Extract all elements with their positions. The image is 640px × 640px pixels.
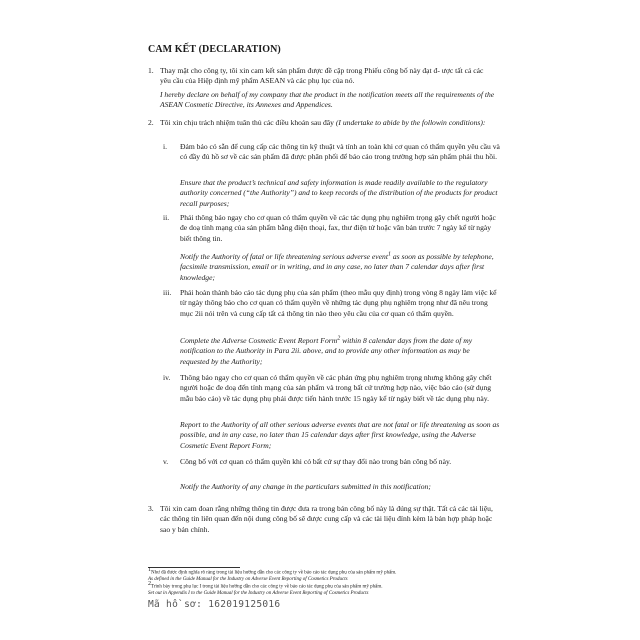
sub-i-en: Ensure that the product’s technical and safety information is made readily available to the regulatory authority concerned (“the Authority”) and to keep records of the distribution of the products for product recall purposes; (180, 178, 498, 208)
sub-iii-number: iii. (163, 288, 172, 297)
sub-iv-vn: Thông báo ngay cho cơ quan có thẩm quyền về các phản ứng phụ nghiêm trọng nhưng không gây chết người hoặc đe doạ đến tính mạng của sản phẩm và trong bất cứ trường hợp nào, việc báo cáo (sử dụng mẫu báo cáo) về tác dụng phụ phải được tiến hành trước 15 ngày kể từ ngày biết về tác dụng phụ này. (180, 373, 492, 403)
sub-ii-en (180, 252, 500, 283)
item-3-number: 3. (148, 504, 154, 513)
footnote-1-mark: 1 (148, 567, 151, 573)
sub-i-number: i. (163, 142, 168, 151)
sub-ii-en-a: Notify the Authority of fatal or life threatening serious adverse event (180, 252, 388, 261)
sub-ii-number: ii. (163, 213, 170, 222)
footnote-2-en: Set out in Appendix I to the Guide Manual for the Industry on Adverse Event Reporting of Cosmetics Products (148, 591, 369, 597)
sub-i-vn: Đảm bảo có sẵn để cung cấp các thông tin kỹ thuật và tính an toàn khi cơ quan có thẩm quyền yêu cầu và có đầy đủ hồ sơ về các sản phẩm đã được phân phối để báo cáo trong trường hợp sản phẩm phải thu hồi. (180, 142, 500, 162)
item-1-number: 1. (148, 66, 154, 75)
item-1-vn: Thay mặt cho công ty, tôi xin cam kết sản phẩm được đề cập trong Phiếu công bố này đạt đ- ược tất cả các yêu cầu của Hiệp định mỹ phẩm ASEAN và các phụ lục của nó. (160, 66, 484, 86)
footnote-ref-2: 2 (337, 335, 341, 342)
footnote-2-mark: 2 (148, 581, 151, 587)
sub-iii-en (180, 336, 500, 367)
item-2-text (160, 118, 496, 128)
sub-ii-en-b: as soon as possible by telephone, facsimile transmission, email or in writing, and in any case, no later than 7 calendar days after first knowledge; (180, 252, 494, 282)
footnote-1 (148, 567, 508, 584)
sub-iii-en-a: Complete the Adverse Cosmetic Event Report Form (180, 336, 338, 345)
footnote-1-en: As defined in the Guide Manual for the Industry on Adverse Event Reporting of Cosmetics Products (148, 577, 348, 583)
footnote-2 (148, 581, 508, 598)
page-title: CAM KẾT (DECLARATION) (148, 44, 281, 55)
sub-v-number: v. (163, 457, 169, 466)
sub-v-vn: Công bố với cơ quan có thẩm quyền khi có bất cứ sự thay đổi nào trong bản công bố này. (180, 457, 452, 466)
record-code: Mã hồ sơ: 162019125016 (148, 599, 281, 610)
footnote-2-vn: Trình bày trong phụ lục I trong tài liệu hướng dẫn cho các công ty về báo cáo tác dụng phụ của sản phẩm mỹ phẩm. (151, 584, 383, 590)
sub-iii-en-b: within 8 calendar days from the date of my notification to the Authority in Para 2ii. above, and to provide any other information as may be requested by the Authority; (180, 336, 473, 366)
footnote-ref-1: 1 (387, 251, 391, 258)
item-3-vn: Tôi xin cam đoan rằng những thông tin được đưa ra trong bản công bố này là đúng sự thật. Tất cả các tài liệu, các thông tin liên quan đến nội dung công bố sẽ được cung cấp và các tài liệu đính kèm là bản hợp pháp hoặc sao y bản chính. (160, 504, 493, 534)
sub-ii-vn: Phải thông báo ngay cho cơ quan có thẩm quyền về các tác dụng phụ nghiêm trọng gây chết người hoặc đe doạ tính mạng của sản phẩm bằng điện thoại, fax, thư điện tử hoặc văn bản trước 7 ngày kể từ ngày biết thông tin. (180, 213, 496, 243)
item-2-en: (I undertake to abide by the followin conditions): (335, 118, 486, 127)
sub-iii-vn: Phải hoàn thành báo cáo tác dụng phụ của sản phẩm (theo mẫu quy định) trong vòng 8 ngày làm việc kể từ ngày thông báo cho cơ quan có thẩm quyền về những tác dụng phụ nghiêm trọng như đã nêu trong mục 2ii nói trên và cung cấp tất cả thông tin nào theo yêu cầu của cơ quan có thẩm quyền. (180, 288, 497, 318)
footnote-1-vn: Như đã được định nghĩa rõ ràng trong tài liệu hướng dẫn cho các công ty về báo cáo tác dụng phụ của sản phẩm mỹ phẩm. (151, 570, 397, 576)
footnote-divider (148, 567, 240, 568)
item-1-en: I hereby declare on behalf of my company that the product in the notification meets all the requirements of the ASEAN Cosmetic Directive, its Annexes and Appendices. (160, 90, 495, 110)
sub-iv-number: iv. (163, 373, 171, 382)
item-2-number: 2. (148, 118, 154, 127)
item-2-vn: Tôi xin chịu trách nhiệm tuân thủ các điều khoản sau đây (160, 118, 334, 127)
sub-v-en: Notify the Authority of any change in the particulars submitted in this notification; (180, 482, 431, 491)
sub-iv-en: Report to the Authority of all other serious adverse events that are not fatal or life threatening as soon as possible, and in any case, no later than 15 calendar days after first knowledge, using the Adverse Cosmetic Event Report Form; (180, 420, 500, 450)
